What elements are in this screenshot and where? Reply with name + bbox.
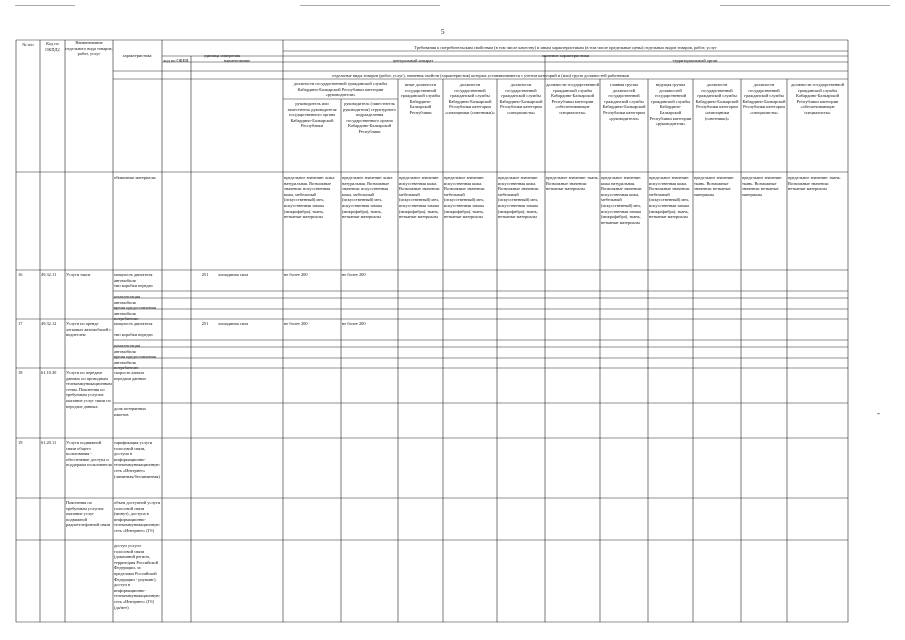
header-position-3: должности государственной гражданской службы Кабардино-Балкарской Республики категории «помощники (советники)»: [445, 82, 495, 115]
header-position-9: должности государственной гражданской службы Кабардино-Балкарской Республики категории «специалисты»: [742, 82, 786, 115]
upholstery-value: предельное значение: искусственная кожа. Возможные значения: мебельный (искусственный) мех, искусственная замша (микрофибра), ткань, нетканые материалы: [399, 175, 440, 220]
header-value: значение характеристики: [541, 53, 590, 58]
header-position-6: главная группа должностей государственной гражданской службы Кабардино-Балкарской Республики категории «руководители»: [602, 82, 646, 121]
header-territorial: территориальный орган: [672, 58, 718, 63]
characteristic-label: время предоставления автомобиля потребителю: [114, 354, 156, 371]
service-name: Услуги по аренде легковых автомобилей с водителем: [66, 321, 112, 338]
page-number: 5: [441, 28, 445, 36]
okpd-code: 49.32.11: [41, 272, 57, 277]
header-col-unit: единица измерения: [203, 53, 241, 58]
limit-value: не более 200: [342, 272, 366, 277]
limit-value: не более 200: [284, 272, 308, 277]
characteristic-label: время предоставления автомобиля потребителю: [114, 305, 156, 322]
limit-value: не более 200: [342, 321, 366, 326]
upholstery-value: предельное значение: ткань. Возможные значения: нетканые материалы: [742, 175, 783, 197]
header-col-okpd: Код по ОКПД2: [45, 41, 60, 52]
header-subheader: отдельные виды товаров (работ, услуг), значения свойств (характеристик) которых устанавливаются с учетом категорий и (или) групп должностей работников: [332, 73, 629, 78]
characteristic-label: тип коробки передач: [114, 283, 153, 288]
okpd-code: 49.32.12: [41, 321, 57, 326]
characteristic-label: комплектация автомобиля: [114, 343, 141, 354]
characteristic-label: доля потерянных пакетов: [114, 406, 147, 417]
header-col-unit-code: код по ОКЕИ: [163, 58, 189, 63]
unit-name: лошадиная сила: [218, 321, 249, 326]
header-position-7: ведущая группа должностей государственной гражданской службы Кабардино-Балкарской Республики категории «руководители»: [649, 82, 692, 127]
upholstery-value: предельное значение: искусственная кожа. Возможные значения: мебельный (искусственный) мех, искусственная замша (микрофибра), ткань, нетканые материалы: [498, 175, 539, 220]
upholstery-value: предельное значение: кожа натуральная. Возможные значения: искусственная кожа, мебельный (искусственный) мех, искусственная замша (микрофибра), ткань, нетканые материалы: [601, 175, 642, 225]
okpd-code: 61.10.30: [41, 370, 57, 375]
characteristic-label: мощность двигателя автомобиля: [114, 272, 153, 283]
upholstery-value: предельное значение: ткань. Возможные значения: нетканые материалы: [788, 175, 841, 192]
upholstery-value: предельное значение: ткань. Возможные значения: нетканые материалы: [546, 175, 599, 192]
okpd-code: 61.20.11: [41, 440, 57, 445]
header-position-1: руководитель (заместитель руководителя) структурного подразделения государственного органа Кабардино-Балкарской Республики: [343, 101, 396, 134]
limit-value: не более 200: [284, 321, 308, 326]
unit-code: 251: [201, 272, 209, 277]
header-position-0: руководитель или заместитель руководителя государственного органа Кабардино-Балкарской Республики: [287, 101, 337, 129]
row-number: 19: [18, 440, 23, 445]
characteristic-label: обивочные материалы: [114, 175, 156, 180]
upholstery-value: предельное значение: ткань. Возможные значения: нетканые материалы: [694, 175, 735, 197]
row-number: 17: [18, 321, 23, 326]
header-col-no: № п/п: [22, 42, 34, 47]
header-position-5: должности государственной гражданской службы Кабардино-Балкарской Республики категории «обеспечивающие специалисты»: [546, 82, 599, 115]
unit-name: лошадиная сила: [218, 272, 249, 277]
row-number: 16: [18, 272, 23, 277]
header-group-leaders: должности государственной гражданской службы Кабардино-Балкарской Республики категории «руководители»: [293, 81, 388, 98]
service-name: Услуги такси: [66, 272, 91, 277]
unit-code: 251: [201, 321, 209, 326]
header-central: центральный аппарат: [392, 58, 434, 63]
characteristic-label: доступ услуги голосовой связи (домашний регион, территория Российской Федерации, за пределами Российской Федерации - роуминг), доступ в информационно-телекоммуникационную сеть «Интернет» (Гб) (да/нет): [114, 543, 160, 610]
header-position-2: иные должности государственной гражданской службы Кабардино-Балкарской Республики: [400, 82, 441, 115]
upholstery-value: предельное значение: кожа натуральная. Возможные значения: искусственная кожа, мебельный (искусственный) мех, искусственная замша (микрофибра), ткань, нетканые материалы: [284, 175, 335, 220]
row-number: 18: [18, 370, 23, 375]
header-position-4: должности государственной гражданской службы Кабардино-Балкарской Республики категории «специалисты»: [499, 82, 543, 115]
characteristic-label: тип коробки передач: [114, 332, 153, 337]
header-col-char: характеристика: [122, 53, 152, 58]
service-name: Услуги по передаче данных по проводным телекоммуникационным сетям. Пояснения по требуемым услугам: оказание услуг связи по передаче данных: [66, 370, 112, 409]
service-name: Услуги подвижной связи общего пользования - обеспечение доступа и поддержка пользователя: [66, 440, 112, 468]
upholstery-value: предельное значение: кожа натуральная. Возможные значения: искусственная кожа, мебельный (искусственный) мех, искусственная замша (микрофибра), ткань, нетканые материалы: [342, 175, 393, 220]
header-requirements: Требования к потребительским свойствам (в том числе качеству) и иным характеристикам (в том числе предельные цены) отдельных видов товаров, работ, услуг: [414, 45, 717, 50]
upholstery-value: предельное значение: искусственная кожа. Возможные значения: мебельный (искусственный) мех, искусственная замша (микрофибра), ткань, нетканые материалы: [444, 175, 485, 220]
service-explanation: Пояснения по требуемым услугам: оказание услуг подвижной радиотелефонной связи: [66, 500, 111, 528]
upholstery-value: предельное значение: искусственная кожа. Возможные значения: мебельный (искусственный) мех, искусственная замша (микрофибра), ткань, нетканые материалы: [649, 175, 690, 220]
header-position-8: должности государственной гражданской службы Кабардино-Балкарской Республики категории «помощники (советники)»: [695, 82, 739, 121]
characteristic-label: объем доступной услуги голосовой связи (минут), доступа в информационно-телекоммуникационную сеть «Интернет» (Гб): [114, 500, 160, 533]
characteristic-label: скорость канала передачи данных: [114, 370, 147, 381]
characteristic-label: тарификация услуги голосовой связи, доступа в информационно-телекоммуникационную сеть «Интернет» (лимитная/безлимитная): [114, 440, 160, 479]
header-position-10: должности государственной гражданской службы Кабардино-Балкарской Республики категории «обеспечивающие специалисты»: [791, 82, 844, 115]
characteristic-label: комплектация автомобиля: [114, 294, 141, 305]
characteristic-label: мощность двигателя: [114, 321, 153, 326]
scan-mark: -: [877, 408, 880, 418]
header-col-name: Наименование отдельного вида товаров, работ, услуг: [65, 40, 113, 57]
header-col-unit-name: наименование: [223, 58, 251, 63]
